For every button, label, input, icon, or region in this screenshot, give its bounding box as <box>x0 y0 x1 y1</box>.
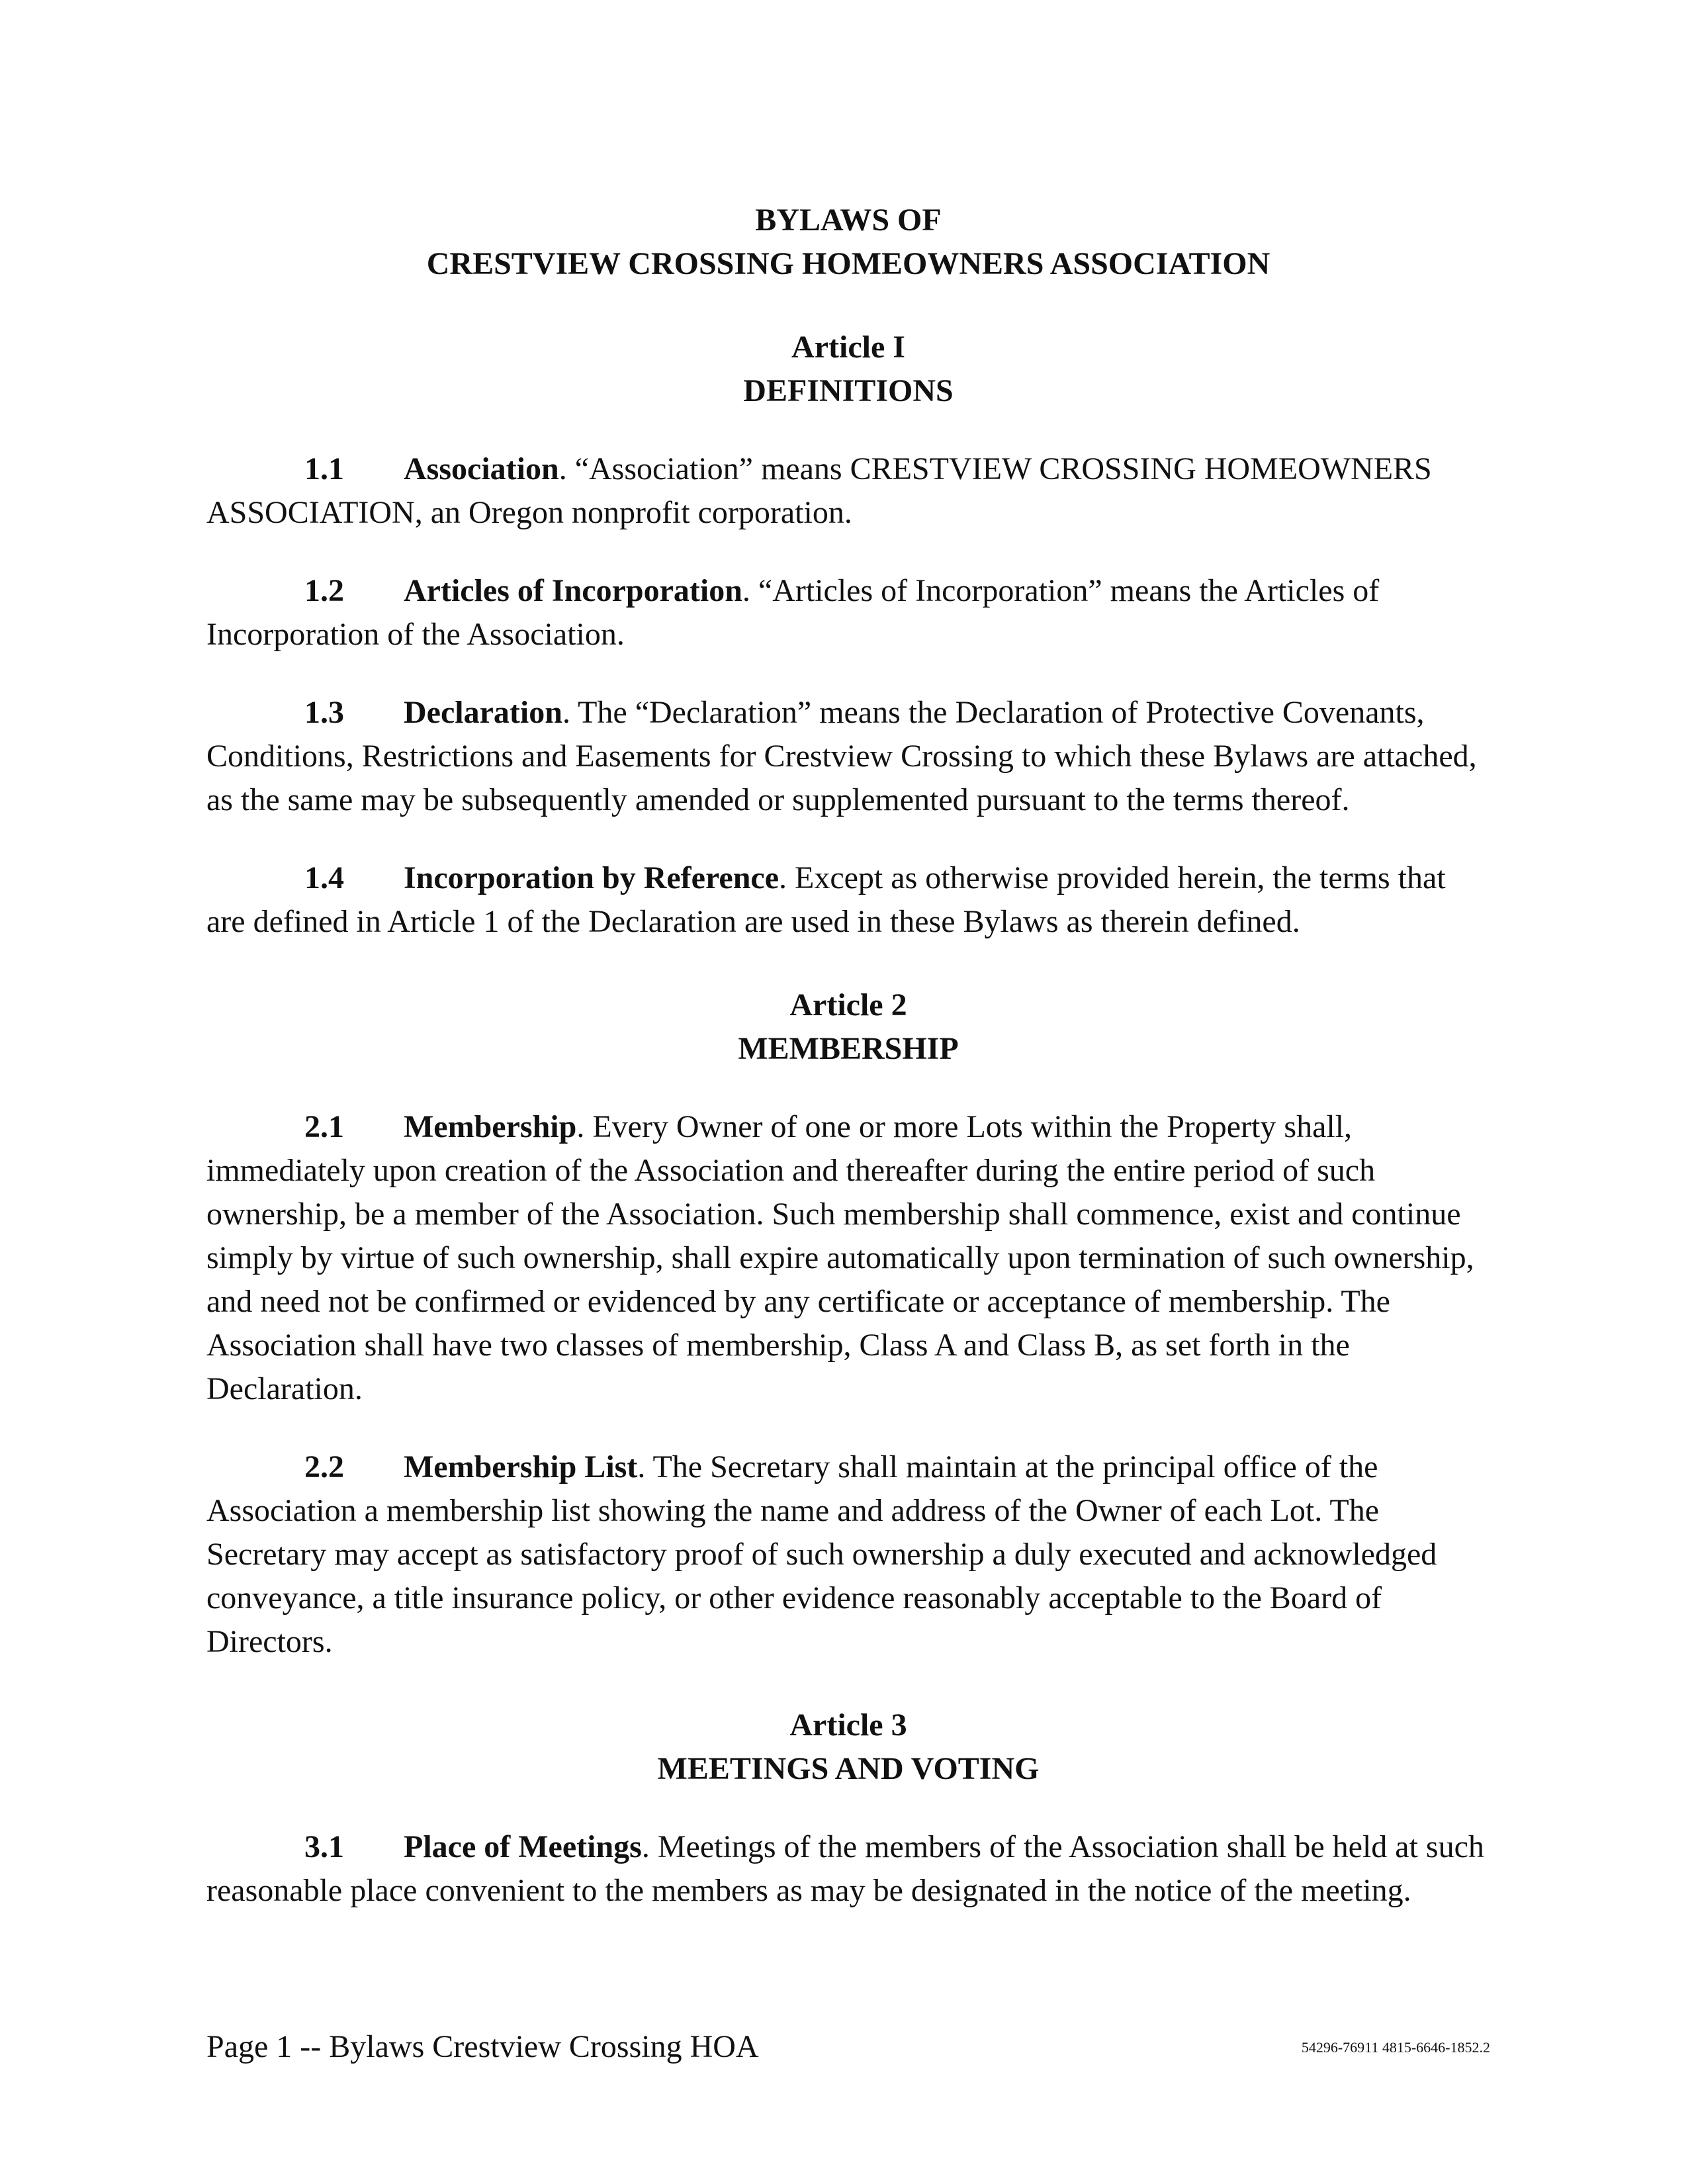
section-1-2 <box>206 569 1490 657</box>
article-heading <box>206 1704 1490 1791</box>
section-1-3 <box>206 691 1490 822</box>
article-label: Article I <box>791 330 905 365</box>
article-heading <box>206 326 1490 413</box>
section-2-1 <box>206 1105 1490 1411</box>
section-heading: Declaration <box>404 695 562 730</box>
section-text: . The “Declaration” means the Declaration of Protective Covenants, Conditions, Restrictions and Easements for Crestview Crossing to which these Bylaws are attached, as the same may be subsequently amended or supplemented pursuant to the terms thereof. <box>206 695 1477 817</box>
section-number: 1.2 <box>304 573 344 608</box>
section-heading: Place of Meetings <box>404 1829 642 1864</box>
section-number: 2.1 <box>304 1109 344 1144</box>
section-heading: Association <box>404 451 559 486</box>
footer-page-label: Page 1 -- Bylaws Crestview Crossing HOA <box>206 2029 759 2064</box>
page-footer <box>206 2025 1490 2069</box>
section-text: . “Articles of Incorporation” means the Articles of Incorporation of the Association. <box>206 573 1380 652</box>
section-heading: Membership <box>404 1109 577 1144</box>
section-text: . “Association” means CRESTVIEW CROSSING HOMEOWNERS ASSOCIATION, an Oregon nonprofit corporation. <box>206 451 1432 530</box>
section-number: 3.1 <box>304 1829 344 1864</box>
article-heading <box>206 983 1490 1071</box>
section-number: 1.4 <box>304 860 344 895</box>
document-title-line2: CRESTVIEW CROSSING HOMEOWNERS ASSOCIATION <box>426 246 1270 281</box>
document-title-line1: BYLAWS OF <box>755 203 942 238</box>
section-heading: Articles of Incorporation <box>404 573 742 608</box>
document-page <box>206 199 1490 1913</box>
section-text: . Every Owner of one or more Lots within the Property shall, immediately upon creation of the Association and thereafter during the entire period of such ownership, be a member of the Association. Such membership shall commence, exist and continue simply by virtue of such ownership, shall expire automatically upon termination of such ownership, and need not be confirmed or evidenced by any certificate or acceptance of membership. The Association shall have two classes of membership, Class A and Class B, as set forth in the Declaration. <box>206 1109 1474 1406</box>
article-title: MEMBERSHIP <box>738 1031 959 1066</box>
section-number: 2.2 <box>304 1449 344 1484</box>
section-text: . The Secretary shall maintain at the principal office of the Association a membership list showing the name and address of the Owner of each Lot. The Secretary may accept as satisfactory proof of such ownership a duly executed and acknowledged conveyance, a title insurance policy, or other evidence reasonably acceptable to the Board of Directors. <box>206 1449 1437 1659</box>
article-label: Article 3 <box>789 1707 907 1743</box>
section-heading: Incorporation by Reference <box>404 860 779 895</box>
section-number: 1.3 <box>304 695 344 730</box>
section-1-1 <box>206 447 1490 535</box>
section-text: . Meetings of the members of the Association shall be held at such reasonable place convenient to the members as may be designated in the notice of the meeting. <box>206 1829 1484 1908</box>
section-2-2 <box>206 1445 1490 1664</box>
article-label: Article 2 <box>789 987 907 1023</box>
section-heading: Membership List <box>404 1449 638 1484</box>
section-text: . Except as otherwise provided herein, the terms that are defined in Article 1 of the Declaration are used in these Bylaws as therein defined. <box>206 860 1446 939</box>
section-1-4 <box>206 856 1490 944</box>
article-title: DEFINITIONS <box>743 373 954 408</box>
article-title: MEETINGS AND VOTING <box>657 1751 1040 1786</box>
section-3-1 <box>206 1825 1490 1913</box>
section-number: 1.1 <box>304 451 344 486</box>
footer-document-id: 54296-76911 4815-6646-1852.2 <box>1301 2039 1490 2056</box>
